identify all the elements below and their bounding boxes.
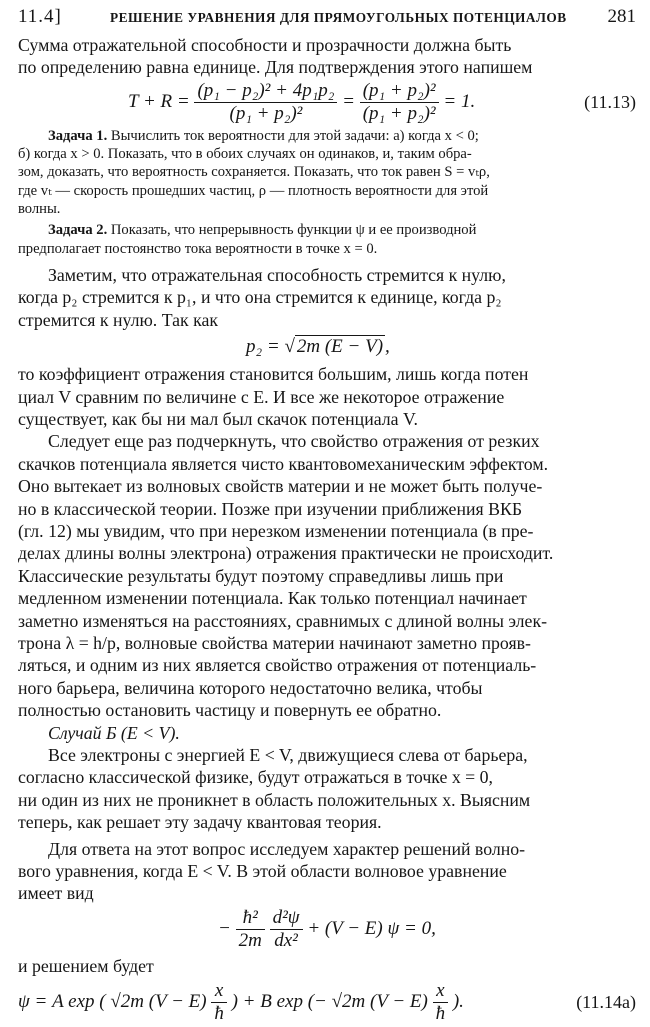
equation-11-14a bbox=[18, 977, 636, 1027]
text-line: Следует еще раз подчеркнуть, что свойство отражения от резких bbox=[48, 431, 540, 452]
eq-rest: + (V − E) ψ = 0, bbox=[307, 917, 436, 939]
text-line: по определению равна единице. Для подтверждения этого напишем bbox=[18, 57, 533, 78]
denominator: ħ bbox=[214, 1003, 224, 1025]
text-line: но в классической теории. Позже при изучении приближения ВКБ bbox=[18, 498, 523, 519]
task-1 bbox=[18, 127, 636, 218]
running-title: РЕШЕНИЕ УРАВНЕНИЯ ДЛЯ ПРЯМОУГОЛЬНЫХ ПОТЕНЦИАЛОВ bbox=[110, 10, 567, 25]
fraction bbox=[236, 908, 265, 951]
radicand: 2m (E − V) bbox=[296, 336, 384, 358]
paragraph-classical bbox=[18, 744, 636, 834]
text-line: и решением будет bbox=[18, 955, 154, 976]
paragraph-quantum-effect bbox=[18, 430, 636, 721]
text-line: вого уравнения, когда E < V. В этой области волновое уравнение bbox=[18, 861, 507, 882]
eq-lhs: T + R = bbox=[128, 90, 190, 112]
denominator: dx² bbox=[274, 930, 298, 951]
fraction bbox=[194, 81, 337, 124]
denominator: (p₁ + p₂)² bbox=[229, 102, 303, 124]
task-2 bbox=[18, 221, 636, 258]
eq-lhs: ψ = A exp bbox=[18, 991, 95, 1013]
task-label: Задача 2. bbox=[48, 222, 108, 239]
wave-equation bbox=[18, 905, 636, 953]
paragraph-solution bbox=[18, 955, 636, 977]
eq-equals: = bbox=[342, 90, 355, 112]
denominator: (p₁ + p₂)² bbox=[362, 102, 436, 124]
text-line: б) когда x > 0. Показать, что в обоих случаях он одинаков, и, таким обра- bbox=[18, 146, 472, 163]
case-heading-text: Случай Б (E < V). bbox=[48, 722, 180, 743]
text-line: заметно изменяться на расстояниях, сравнимых с длиной волны элек- bbox=[18, 610, 548, 631]
text-line bbox=[18, 127, 636, 145]
equation-number: (11.13) bbox=[584, 91, 636, 112]
text-line: согласно классической физике, будут отражаться в точке x = 0, bbox=[18, 767, 493, 788]
text-line: Оно вытекает из волновых свойств материи и не может быть получе- bbox=[18, 476, 543, 497]
text-line: Классические результаты будут поэтому справедливы лишь при bbox=[18, 565, 504, 586]
text-line: то коэффициент отражения становится большим, лишь когда потен bbox=[18, 364, 529, 385]
numerator: (p₁ − p₂)² + 4p₁p₂ bbox=[194, 81, 337, 103]
text-line: Для ответа на этот вопрос исследуем характер решений волно- bbox=[48, 838, 526, 859]
text-line: циал V сравним по величине с E. И все же некоторое отражение bbox=[18, 386, 505, 407]
fraction bbox=[211, 981, 227, 1024]
fraction bbox=[270, 908, 303, 951]
text-line: волны. bbox=[18, 201, 61, 217]
equation-11-13 bbox=[18, 79, 636, 125]
text-line: ляться, и одним из них является свойство отражения от потенциаль- bbox=[18, 655, 537, 676]
eq-rhs: = 1. bbox=[443, 90, 476, 112]
numerator: ħ² bbox=[236, 908, 265, 930]
task-text: Показать, что непрерывность функции ψ и ее производной bbox=[110, 222, 477, 239]
text-line: зом, доказать, что вероятность сохраняется. Показать, что ток равен S = vₜρ, bbox=[18, 164, 490, 181]
paragraph-coefficient bbox=[18, 363, 636, 430]
eq-mid: ) + B exp (− √2m (V − E) bbox=[231, 991, 428, 1013]
text-line: существует, как бы ни мал был скачок потенциала V. bbox=[18, 408, 418, 429]
text-line: Все электроны с энергией E < V, движущиеся слева от барьера, bbox=[48, 745, 528, 766]
eq-end: ). bbox=[452, 991, 464, 1013]
text-line: ного барьера, величина которого недостаточно велика, чтобы bbox=[18, 677, 483, 698]
text-line: полностью остановить частицу и повернуть ее обратно. bbox=[18, 700, 442, 721]
fraction bbox=[360, 81, 439, 124]
denominator: 2m bbox=[238, 930, 262, 951]
eq-part: ( √2m (V − E) bbox=[99, 991, 207, 1013]
task-text: Вычислить ток вероятности для этой задачи: а) когда x < 0; bbox=[110, 127, 479, 144]
text-line: медленном изменении потенциала. Как только потенциал начинает bbox=[18, 588, 527, 609]
radical-sign: √ bbox=[284, 336, 295, 358]
equation-p2 bbox=[18, 331, 636, 363]
eq-tail: , bbox=[385, 336, 390, 358]
eq-lhs: p₂ = bbox=[246, 336, 285, 358]
text-line: имеет вид bbox=[18, 883, 94, 904]
text-line: скачков потенциала является чисто квантовомеханическим эффектом. bbox=[18, 453, 549, 474]
text-line: где vₜ — скорость прошедших частиц, ρ — плотность вероятности для этой bbox=[18, 182, 489, 199]
denominator: ħ bbox=[435, 1003, 446, 1025]
eq-minus: − bbox=[218, 917, 231, 939]
equation-number: (11.14а) bbox=[576, 992, 636, 1013]
text-line: предполагает постоянство тока вероятности в точке x = 0. bbox=[18, 240, 378, 257]
paragraph-reflection bbox=[18, 264, 636, 331]
case-heading bbox=[18, 722, 636, 744]
text-line bbox=[18, 221, 636, 239]
text-line: Заметим, что отражательная способность стремится к нулю, bbox=[48, 264, 506, 285]
text-line: ни один из них не проникнет в область положительных x. Выясним bbox=[18, 789, 531, 810]
text-line: стремится к нулю. Так как bbox=[18, 309, 218, 330]
numerator: (p₁ + p₂)² bbox=[360, 81, 439, 103]
numerator: x bbox=[433, 981, 449, 1003]
paragraph-wave-equation bbox=[18, 838, 636, 905]
numerator: d²ψ bbox=[270, 908, 303, 930]
text-line: теперь, как решает эту задачу квантовая теория. bbox=[18, 812, 382, 833]
task-label: Задача 1. bbox=[48, 127, 108, 144]
text-line: трона λ = h/p, волновые свойства материи начинают заметно прояв- bbox=[18, 632, 531, 653]
section-number: 11.4] bbox=[18, 6, 62, 27]
numerator: x bbox=[211, 981, 227, 1003]
text-line: (гл. 12) мы увидим, что при нерезком изменении потенциала (в пре- bbox=[18, 520, 534, 541]
text-line: Сумма отражательной способности и прозрачности должна быть bbox=[18, 35, 512, 55]
fraction bbox=[433, 981, 449, 1024]
paragraph-sum bbox=[18, 34, 636, 79]
page-number: 281 bbox=[607, 6, 636, 27]
text-line: делах длины волны электрона) отражения практически не происходит. bbox=[18, 543, 554, 564]
running-header bbox=[18, 4, 636, 34]
text-line: когда p₂ стремится к p₁, и что она стремится к единице, когда p₂ bbox=[18, 287, 502, 308]
